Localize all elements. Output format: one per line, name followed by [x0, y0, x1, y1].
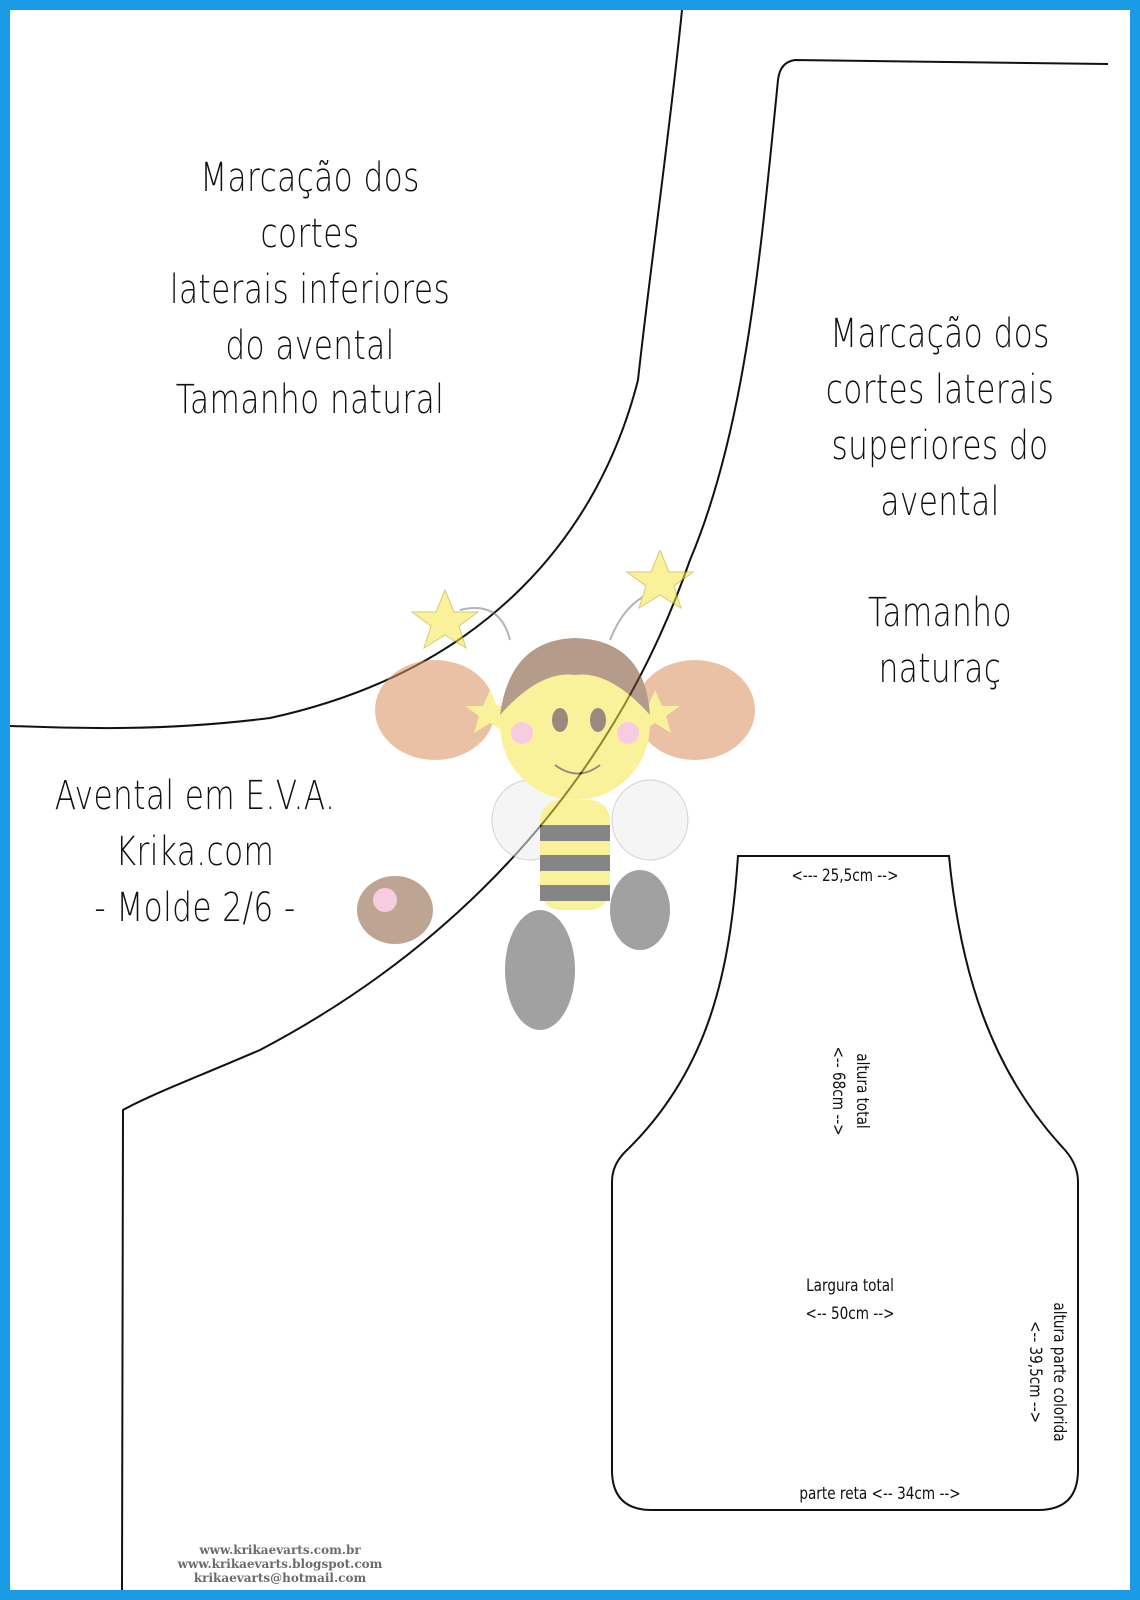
upper-cut-title-line: superiores do: [831, 423, 1049, 469]
lower-cut-title-line: laterais inferiores: [169, 267, 451, 313]
credit-site: www.krikaevarts.com.br: [199, 1543, 361, 1557]
lower-cut-size: Tamanho natural: [175, 377, 445, 423]
total-height-line: altura total: [852, 1053, 872, 1129]
lower-cut-title: [146, 150, 474, 374]
upper-cut-size: [792, 585, 1088, 697]
total-width-label: [770, 1272, 930, 1328]
upper-cut-title: [792, 306, 1088, 530]
upper-cut-size-line: naturaç: [878, 646, 1002, 692]
upper-cut-title-line: avental: [880, 479, 1000, 525]
upper-cut-title-line: cortes laterais: [825, 367, 1055, 413]
lower-cut-title-line: Marcação dos cortes: [200, 155, 420, 257]
project-title-line: Krika.com: [115, 829, 275, 875]
upper-cut-title-line: Marcação dos: [830, 311, 1050, 357]
lower-cut-title-line: do avental: [225, 323, 395, 369]
total-width-line: <-- 50cm -->: [805, 1304, 895, 1324]
upper-cut-size-line: Tamanho: [868, 590, 1012, 636]
colored-height-line: altura parte colorida: [1049, 1302, 1069, 1442]
project-title-line: Avental em E.V.A.: [54, 773, 336, 819]
top-width-label: <--- 25,5cm -->: [791, 866, 899, 886]
bee-doll-mascot-icon: [350, 550, 790, 1070]
project-title-line: - Molde 2/6 -: [94, 885, 296, 931]
bottom-straight-label: parte reta <-- 34cm -->: [799, 1484, 961, 1504]
project-title: [51, 768, 340, 936]
total-height-line: <-- 68cm -->: [828, 1046, 848, 1136]
colored-height-line: <-- 39,5cm -->: [1025, 1320, 1045, 1424]
total-width-line: Largura total: [806, 1276, 894, 1296]
credit-blog: www.krikaevarts.blogspot.com: [177, 1557, 383, 1571]
credits: [145, 1543, 415, 1585]
total-height-label: [826, 1027, 874, 1155]
colored-height-label: [1023, 1284, 1071, 1460]
credit-email: krikaevarts@hotmail.com: [193, 1571, 367, 1585]
